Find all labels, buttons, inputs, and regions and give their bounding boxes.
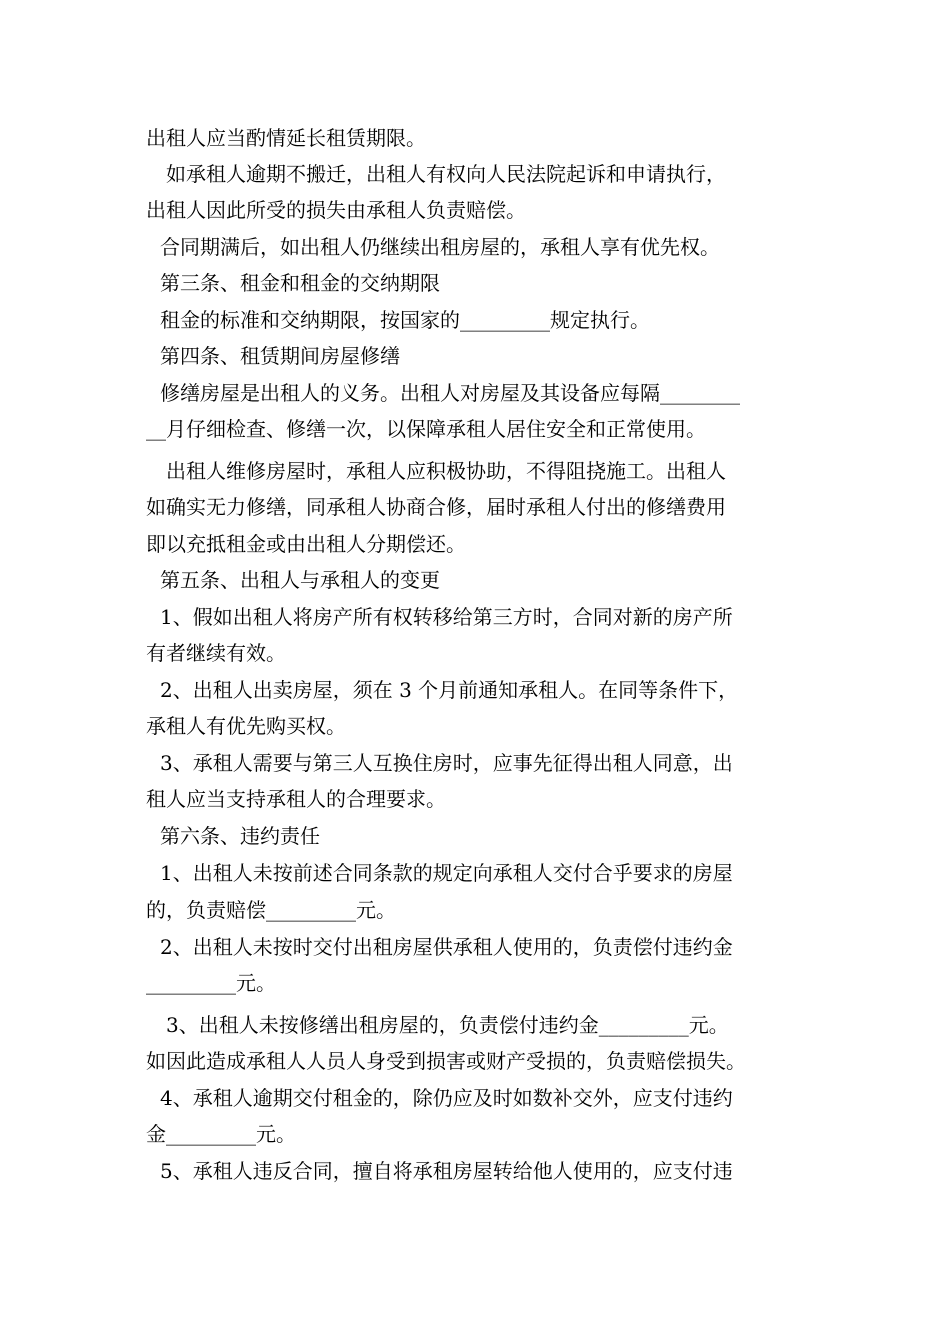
text-line: 出租人因此所受的损失由承租人负责赔偿。 [146,198,526,222]
text-line: 如因此造成承租人人员人身受到损害或财产受损的，负责赔偿损失。 [146,1049,746,1073]
article-heading: 第三条、租金和租金的交纳期限 [160,271,440,295]
text-line: 出租人应当酌情延长租赁期限。 [146,126,426,150]
text-line: __月仔细检查、修缮一次，以保障承租人居住安全和正常使用。 [146,417,706,441]
text-line: _________元。 [146,971,276,995]
text-line: 4、承租人逾期交付租金的，除仍应及时如数补交外，应支付违约 [160,1086,733,1110]
text-line: 承租人有优先购买权。 [146,714,346,738]
text-line: 如承租人逾期不搬迁，出租人有权向人民法院起诉和申请执行， [166,162,726,186]
article-heading: 第六条、违约责任 [160,824,320,848]
text-line: 出租人维修房屋时，承租人应积极协助，不得阻挠施工。出租人 [166,459,726,483]
text-line: 修缮房屋是出租人的义务。出租人对房屋及其设备应每隔________ [160,381,740,405]
text-line: 1、假如出租人将房产所有权转移给第三方时，合同对新的房产所 [160,605,733,629]
text-line: 如确实无力修缮，同承租人协商合修，届时承租人付出的修缮费用 [146,495,726,519]
text-line: 租人应当支持承租人的合理要求。 [146,787,446,811]
text-line: 的，负责赔偿_________元。 [146,898,396,922]
article-heading: 第四条、租赁期间房屋修缮 [160,344,400,368]
article-heading: 第五条、出租人与承租人的变更 [160,568,440,592]
text-line: 有者继续有效。 [146,641,286,665]
text-line: 3、承租人需要与第三人互换住房时，应事先征得出租人同意，出 [160,751,733,775]
text-line: 2、出租人出卖房屋，须在 3 个月前通知承租人。在同等条件下， [160,678,739,702]
text-line: 租金的标准和交纳期限，按国家的_________规定执行。 [160,308,650,332]
text-line: 3、出租人未按修缮出租房屋的，负责偿付违约金_________元。 [166,1013,729,1037]
text-line: 5、承租人违反合同，擅自将承租房屋转给他人使用的，应支付违 [160,1159,733,1183]
text-line: 即以充抵租金或由出租人分期偿还。 [146,532,466,556]
text-line: 金_________元。 [146,1122,296,1146]
text-line: 1、出租人未按前述合同条款的规定向承租人交付合乎要求的房屋 [160,861,733,885]
text-line: 合同期满后，如出租人仍继续出租房屋的，承租人享有优先权。 [160,235,720,259]
text-line: 2、出租人未按时交付出租房屋供承租人使用的，负责偿付违约金 [160,935,733,959]
